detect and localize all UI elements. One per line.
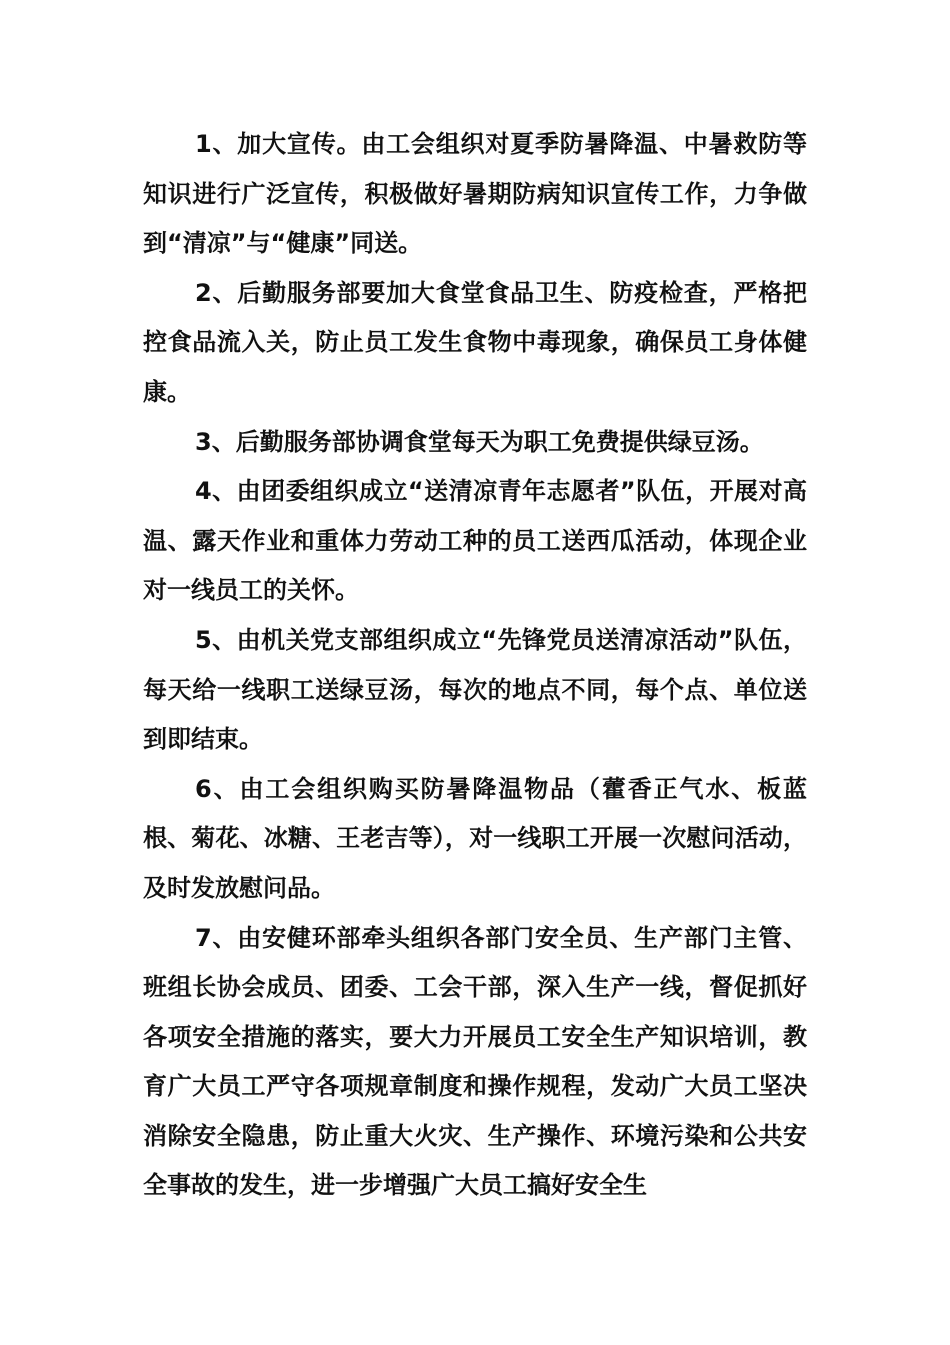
paragraph-publicity: 1、加大宣传。由工会组织对夏季防暑降温、中暑救防等知识进行广泛宣传，积极做好暑期防病知识宣传工作，力争做到“清凉”与“健康”同送。 [143,130,807,258]
paragraph-mung-bean-soup: 3、后勤服务部协调食堂每天为职工免费提供绿豆汤。 [195,427,764,456]
paragraph-safety-inspection: 7、由安健环部牵头组织各部门安全员、生产部门主管、班组长协会成员、团委、工会干部，深入生产一线，督促抓好各项安全措施的落实，要大力开展员工安全生产知识培训，教育广大员工严守各项规章制度和操作规程，发动广大员工坚决消除安全隐患，防止重大火灾、生产操作、环境污染和公共安全事故的发生，进一步增强广大员工搞好安全生 [143,923,807,1200]
document-body [143,120,807,1211]
paragraph-canteen-hygiene: 2、后勤服务部要加大食堂食品卫生、防疫检查，严格把控食品流入关，防止员工发生食物中毒现象，确保员工身体健康。 [143,278,807,406]
paragraph-party-members: 5、由机关党支部组织成立“先锋党员送清凉活动”队伍，每天给一线职工送绿豆汤，每次的地点不同，每个点、单位送到即结束。 [143,625,807,754]
paragraph-youth-volunteers: 4、由团委组织成立“送清凉青年志愿者”队伍，开展对高温、露天作业和重体力劳动工种的员工送西瓜活动，体现企业对一线员工的关怀。 [143,477,807,605]
paragraph-cooling-supplies: 6、由工会组织购买防暑降温物品（藿香正气水、板蓝根、菊花、冰糖、王老吉等），对一线职工开展一次慰问活动，及时发放慰问品。 [143,774,807,902]
